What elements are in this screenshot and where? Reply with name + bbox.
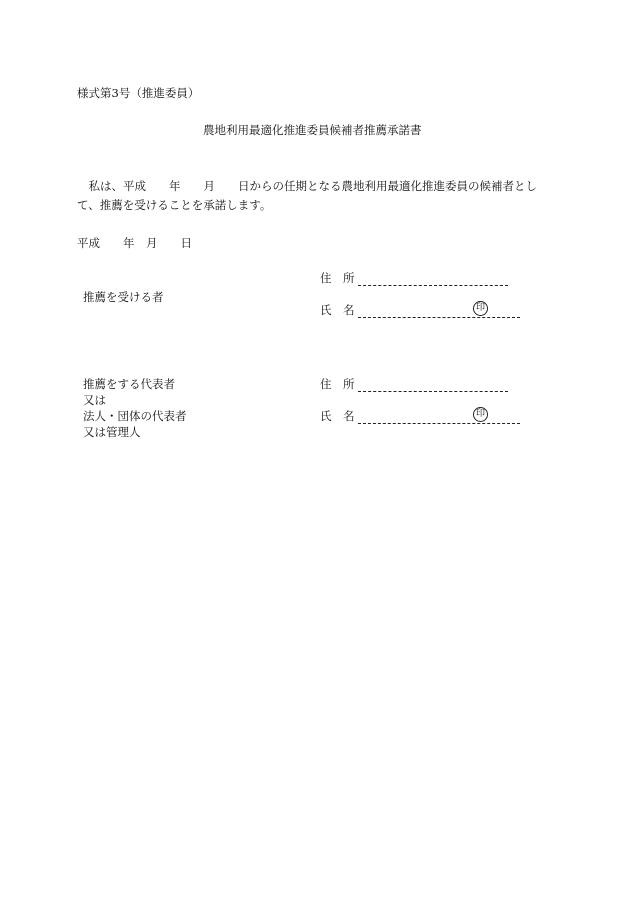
name-underline <box>358 423 520 424</box>
recommended-person-label: 推薦を受ける者 <box>83 290 164 304</box>
date-line: 平成 年 月 日 <box>77 236 192 250</box>
document-title: 農地利用最適化推進委員候補者推薦承諾書 <box>203 123 422 137</box>
seal-mark: 印 <box>473 407 488 422</box>
seal-mark: 印 <box>473 301 488 316</box>
name-label: 氏 名 <box>320 303 355 317</box>
address-underline <box>358 391 508 392</box>
address-label: 住 所 <box>320 271 355 285</box>
recommender-label-line: 又は管理人 <box>83 425 141 439</box>
recommender-label-line: 法人・団体の代表者 <box>83 409 187 423</box>
body-text-line-1: 私は、平成 年 月 日からの任期となる農地利用最適化推進委員の候補者とし <box>77 179 537 193</box>
recommender-label-line: 推薦をする代表者 <box>83 377 175 391</box>
form-number: 様式第3号（推進委員） <box>77 86 200 100</box>
name-underline <box>358 317 520 318</box>
name-label: 氏 名 <box>320 409 355 423</box>
body-text-line-2: て、推薦を受けることを承諾します。 <box>77 198 272 212</box>
address-underline <box>358 285 508 286</box>
recommender-label-line: 又は <box>83 393 106 407</box>
address-label: 住 所 <box>320 377 355 391</box>
